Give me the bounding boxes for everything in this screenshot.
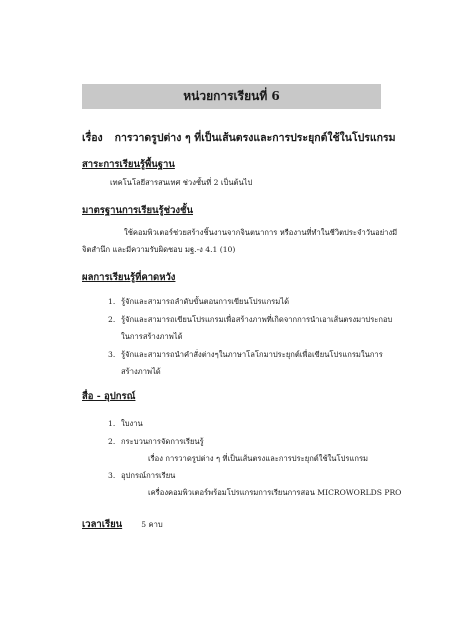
outcome-number: 2. bbox=[108, 315, 116, 324]
outcome-number: 1. bbox=[108, 297, 116, 306]
outcome-text: รู้จักและสามารถนำคำสั่งต่างๆในภาษาโลโกมาประยุกต์เพื่อเขียนโปรแกรมในการ bbox=[121, 350, 383, 359]
outcome-number: 3. bbox=[108, 350, 116, 359]
outcome-item bbox=[108, 296, 289, 308]
media-subtext: เรื่อง การวาดรูปต่าง ๆ ที่เป็นเส้นตรงและการประยุกต์ใช้ในโปรแกรม bbox=[148, 454, 369, 463]
duration-heading: เวลาเรียน bbox=[82, 519, 123, 530]
topic-text: การวาดรูปต่าง ๆ ที่เป็นเส้นตรงและการประยุกต์ใช้ในโปรแกรม bbox=[114, 132, 396, 144]
media-number: 1. bbox=[108, 419, 116, 428]
media-text: อุปกรณ์การเรียน bbox=[121, 471, 176, 480]
media-item bbox=[108, 470, 175, 482]
outcome-text: รู้จักและสามารถเขียนโปรแกรมเพื่อสร้างภาพที่เกิดจากการนำเอาเส้นตรงมาประกอบ bbox=[121, 315, 393, 324]
media-text: ใบงาน bbox=[121, 419, 143, 428]
outcomes-heading: ผลการเรียนรู้ที่คาดหวัง bbox=[82, 272, 176, 283]
topic-label: เรื่อง bbox=[82, 132, 103, 144]
unit-title: หน่วยการเรียนที่ 6 bbox=[183, 89, 280, 103]
outcome-item bbox=[108, 314, 392, 326]
outcome-text-cont: สร้างภาพได้ bbox=[121, 367, 161, 376]
duration-line bbox=[82, 512, 163, 532]
media-item bbox=[108, 418, 143, 430]
outcome-text: รู้จักและสามารถลำดับขั้นตอนการเขียนโปรแกรมได้ bbox=[121, 297, 290, 306]
media-text: กระบวนการจัดการเรียนรู้ bbox=[121, 437, 204, 446]
standard-line-1: ใช้คอมพิวเตอร์ช่วยสร้างชิ้นงานจากจินตนาการ หรืองานที่ทำในชีวิตประจำวันอย่างมี bbox=[124, 228, 398, 237]
duration-text: 5 คาบ bbox=[141, 520, 163, 529]
media-heading: สื่อ - อุปกรณ์ bbox=[82, 391, 136, 402]
strand-text: เทคโนโลยีสารสนเทศ ช่วงชั้นที่ 2 เป็นต้นไป bbox=[110, 178, 253, 187]
outcome-text-cont: ในการสร้างภาพได้ bbox=[121, 332, 183, 341]
topic-line bbox=[82, 129, 396, 146]
strand-heading: สาระการเรียนรู้พื้นฐาน bbox=[82, 159, 175, 170]
standard-line-2: จิตสำนึก และมีความรับผิดชอบ มฐ.-ง 4.1 (10) bbox=[82, 245, 236, 254]
media-number: 2. bbox=[108, 437, 116, 446]
media-number: 3. bbox=[108, 471, 116, 480]
media-subtext: เครื่องคอมพิวเตอร์พร้อมโปรแกรมการเรียนการสอน MICROWORLDS PRO bbox=[148, 488, 402, 497]
outcome-item bbox=[108, 349, 383, 361]
standard-heading: มาตรฐานการเรียนรู้ช่วงชั้น bbox=[82, 205, 194, 216]
media-item bbox=[108, 436, 204, 448]
unit-title-bar bbox=[82, 84, 381, 109]
